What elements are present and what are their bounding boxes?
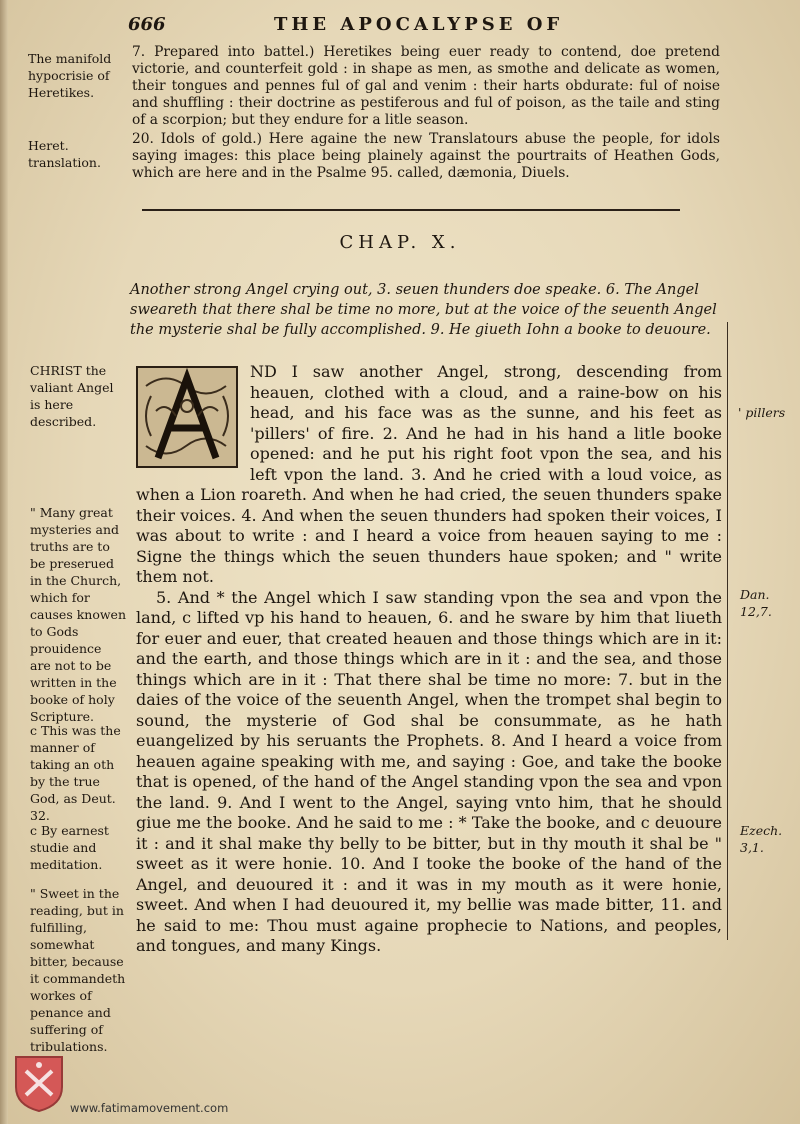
margin-note-sweet-reading: " Sweet in the reading, but in fulfilling, somewhat bitter, because it commandeth workes of penance and suffering of tribulations. — [30, 886, 126, 1054]
chapter-argument: Another strong Angel crying out, 3. seuen thunders doe speake. 6. The Angel sweareth that there shal be time no more, but at the voice of the seuenth Angel the mysterie shal be fully accomplished. 9. He giueth Iohn a booke to deuoure. — [130, 282, 717, 338]
margin-note-heret-translation: Heret. translation. — [28, 138, 101, 170]
footer-url[interactable]: www.fatimamovement.com — [70, 1101, 229, 1115]
section-rule — [142, 209, 680, 211]
chapter-heading: CHAP. X. — [339, 232, 461, 253]
verse-paragraph: 5. And * the Angel which I saw standing vpon the sea and vpon the land, c lifted vp his hand to heauen, 6. and he sware by him that liueth for euer and euer, that created heauen and those things which are in it: and the earth, and those things which are in it : and the sea, and those things which are in it : That there shal be time no more: 7. but in the daies of the voice of the seuenth Angel, when the trompet shal begin to sound, the mysterie of God shal be consummate, as he hath euangelized by his seruants the Prophets. 8. And I heard a voice from heauen againe speaking with me, and saying : Goe, and take the booke that is opened, of the hand of the Angel standing vpon the sea and vpon the land. 9. And I went to the Angel, saying vnto him, that he should giue me the booke. And he said to me : * Take the booke, and c deuoure it : and it shal make thy belly to be bitter, but in thy mouth it shal be " sweet as it were honie. 10. And I tooke the booke of the hand of the Angel, and deuoured it : and it was in my mouth as it were honie, sweet. And when I had deuoured it, my bellie was made bitter, 11. and he said to me: Thou must againe prophecie to Nations, and peoples, and tongues, and many Kings. — [136, 587, 722, 955]
fatima-movement-logo-icon — [12, 1053, 66, 1113]
margin-note-manifold-hypocrisie: The manifold hypocrisie of Heretikes. — [28, 51, 112, 100]
chapter-body — [136, 362, 722, 957]
margin-note-christ-angel: CHRIST the valiant Angel is here described. — [30, 363, 114, 429]
verse-paragraph: ND I saw another Angel, strong, descending from heauen, clothed with a cloud, and a raine-bow on his head, and his face was as the sunne, and his feet as 'pillers' of fire. 2. And he had in his hand a litle booke opened: and he put his right foot vpon the sea, and his left vpon the land. 3. And he cried with a loud voice, as when a Lion roareth. And when he had cried, the seuen thunders spake their voices. 4. And when the seuen thunders had spoken their voices, I was about to write : and I heard a voice from heauen saying to me : Signe the things which the seuen thunders haue spoken; and " write them not. — [136, 362, 722, 586]
margin-note-oath: c This was the manner of taking an oth by the true God, as Deut. 32. — [30, 723, 121, 823]
ornamental-initial-a-icon — [136, 366, 238, 468]
page-number: 666 — [128, 14, 166, 35]
running-title: THE APOCALYPSE OF — [274, 14, 564, 35]
note-paragraph-idols: 20. Idols of gold.) Here againe the new Translatours abuse the people, for idols saying images: this place being plainely against the pourtraits of Heathen Gods, which are here and in the Psalme 95. called, dæmonia, Diuels. — [132, 131, 720, 181]
margin-note-mysteries: " Many great mysteries and truths are to be preserued in the Church, which for causes knowen to Gods prouidence are not to be written in the booke of holy Scripture. — [30, 505, 127, 724]
margin-note-ezech-ref: Ezech. 3,1. — [740, 823, 783, 855]
note-paragraph-prepared: 7. Prepared into battel.) Heretikes being euer ready to contend, doe pretend victorie, and counterfeit gold : in shape as men, as smothe and delicate as women, their tongues and pennes ful of gal and venim : their harts obdurate: ful of noise and shuffling : their doctrine as pestiferous and ful of poison, as the taile and sting of a scorpion; but they endure for a litle season. — [132, 44, 720, 128]
right-column-rule — [727, 322, 728, 940]
margin-note-earnest-studie: c By earnest studie and meditation. — [30, 823, 109, 872]
page-header — [0, 14, 800, 38]
page-left-edge — [0, 0, 8, 1124]
margin-note-pillars: ' pillers — [738, 405, 786, 420]
margin-note-dan-ref: Dan. 12,7. — [740, 587, 772, 619]
